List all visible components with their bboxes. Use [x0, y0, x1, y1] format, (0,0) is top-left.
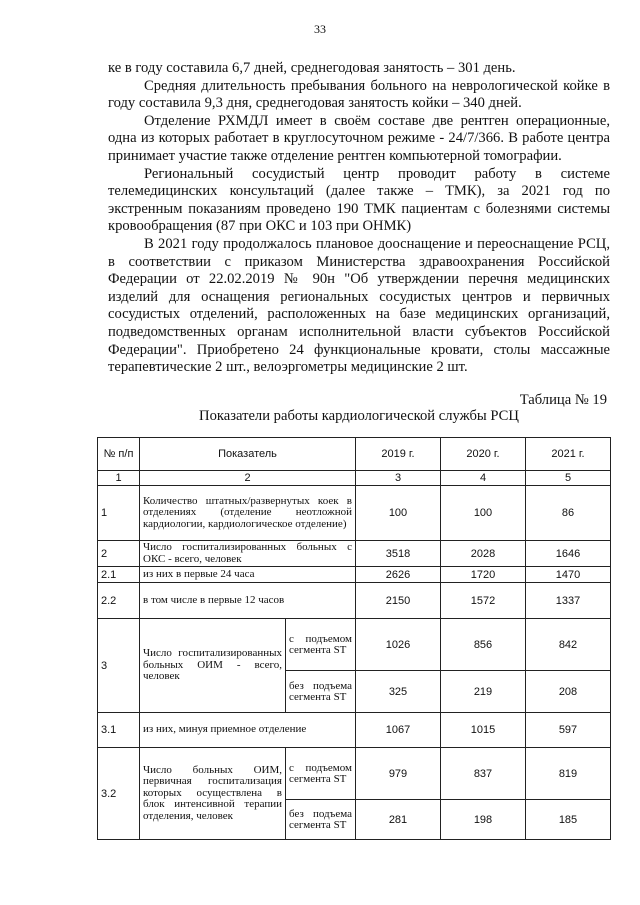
value-2020: 837 — [441, 748, 526, 800]
value-2019: 100 — [356, 486, 441, 541]
table-row — [98, 713, 611, 748]
value-2021: 86 — [526, 486, 611, 541]
value-2021: 597 — [526, 713, 611, 748]
value-2021: 1646 — [526, 541, 611, 567]
row-label: Число госпитализированных больных ОИМ - всего, человек — [140, 619, 286, 713]
table-row — [98, 567, 611, 583]
table-row — [98, 486, 611, 541]
value-2020: 1572 — [441, 583, 526, 619]
value-2020: 2028 — [441, 541, 526, 567]
column-number-row — [98, 471, 611, 486]
table-row — [98, 583, 611, 619]
indicators-table — [97, 437, 611, 840]
value-2021: 819 — [526, 748, 611, 800]
value-2019: 2150 — [356, 583, 441, 619]
table-row — [98, 748, 611, 800]
col-number: 1 — [98, 471, 140, 486]
page-number: 33 — [314, 22, 326, 36]
paragraph: Средняя длительность пребывания больного на неврологической койке в году составила 9,3 дня, среднегодовая занятость койки – 340 дней. — [108, 77, 610, 112]
row-number: 2 — [98, 541, 140, 567]
value-2019: 1067 — [356, 713, 441, 748]
col-number: 2 — [140, 471, 356, 486]
value-2020: 1015 — [441, 713, 526, 748]
value-2019: 1026 — [356, 619, 441, 671]
table-number: Таблица № 19 — [519, 392, 607, 408]
value-2020: 1720 — [441, 567, 526, 583]
col-number: 3 — [356, 471, 441, 486]
header-2021: 2021 г. — [526, 438, 611, 471]
row-number: 3.2 — [98, 748, 140, 840]
header-num: № п/п — [98, 438, 140, 471]
table-header-row — [98, 438, 611, 471]
row-label: из них в первые 24 часа — [140, 567, 356, 583]
col-number: 5 — [526, 471, 611, 486]
body-text — [108, 60, 610, 377]
value-2019: 2626 — [356, 567, 441, 583]
row-label: в том числе в первые 12 часов — [140, 583, 356, 619]
table-title: Показатели работы кардиологической службы РСЦ — [199, 408, 519, 424]
row-number: 2.2 — [98, 583, 140, 619]
value-2020: 100 — [441, 486, 526, 541]
header-2019: 2019 г. — [356, 438, 441, 471]
header-indicator: Показатель — [140, 438, 356, 471]
value-2021: 1337 — [526, 583, 611, 619]
sub-label: без подъема сегмента ST — [286, 800, 356, 840]
value-2021: 185 — [526, 800, 611, 840]
value-2020: 856 — [441, 619, 526, 671]
table-row — [98, 541, 611, 567]
row-label: Количество штатных/развернутых коек в отделениях (отделение неотложной кардиологии, кардиологическое отделение) — [140, 486, 356, 541]
sub-label: с подъемом сегмента ST — [286, 619, 356, 671]
row-number: 2.1 — [98, 567, 140, 583]
sub-label: с подъемом сегмента ST — [286, 748, 356, 800]
row-label: Число госпитализированных больных с ОКС - всего, человек — [140, 541, 356, 567]
sub-label: без подъема сегмента ST — [286, 671, 356, 713]
value-2020: 198 — [441, 800, 526, 840]
col-number: 4 — [441, 471, 526, 486]
row-number: 1 — [98, 486, 140, 541]
row-label: Число больных ОИМ, первичная госпитализация которых осуществлена в блок интенсивной терапии отделения, человек — [140, 748, 286, 840]
value-2021: 842 — [526, 619, 611, 671]
row-number: 3.1 — [98, 713, 140, 748]
paragraph: В 2021 году продолжалось плановое дооснащение и переоснащение РСЦ, в соответствии с приказом Министерства здравоохранения Российской Федерации от 22.02.2019 № 90н "Об утверждении перечня медицинских изделий для оснащения региональных сосудистых центров и первичных сосудистых отделений, расположенных на базе медицинских организаций, подведомственных органам исполнительной власти субъектов Российской Федерации". Приобретено 24 функциональные кровати, столы массажные терапевтические 2 шт., велоэргометры медицинские 2 шт. — [108, 235, 610, 376]
table-row — [98, 619, 611, 671]
row-number: 3 — [98, 619, 140, 713]
paragraph: Региональный сосудистый центр проводит работу в системе телемедицинских консультаций (далее также – ТМК), за 2021 год по экстренным показаниям проведено 190 ТМК пациентам с болезнями системы кровообращения (87 при ОКС и 103 при ОНМК) — [108, 165, 610, 235]
value-2019: 979 — [356, 748, 441, 800]
value-2019: 281 — [356, 800, 441, 840]
value-2020: 219 — [441, 671, 526, 713]
value-2021: 208 — [526, 671, 611, 713]
value-2019: 3518 — [356, 541, 441, 567]
row-label: из них, минуя приемное отделение — [140, 713, 356, 748]
paragraph: ке в году составила 6,7 дней, среднегодовая занятость – 301 день. — [108, 60, 516, 76]
header-2020: 2020 г. — [441, 438, 526, 471]
value-2019: 325 — [356, 671, 441, 713]
value-2021: 1470 — [526, 567, 611, 583]
paragraph: Отделение РХМДЛ имеет в своём составе две рентген операционные, одна из которых работает в круглосуточном режиме - 24/7/366. В работе центра принимает участие также отделение рентген компьютерной томографии. — [108, 112, 610, 164]
